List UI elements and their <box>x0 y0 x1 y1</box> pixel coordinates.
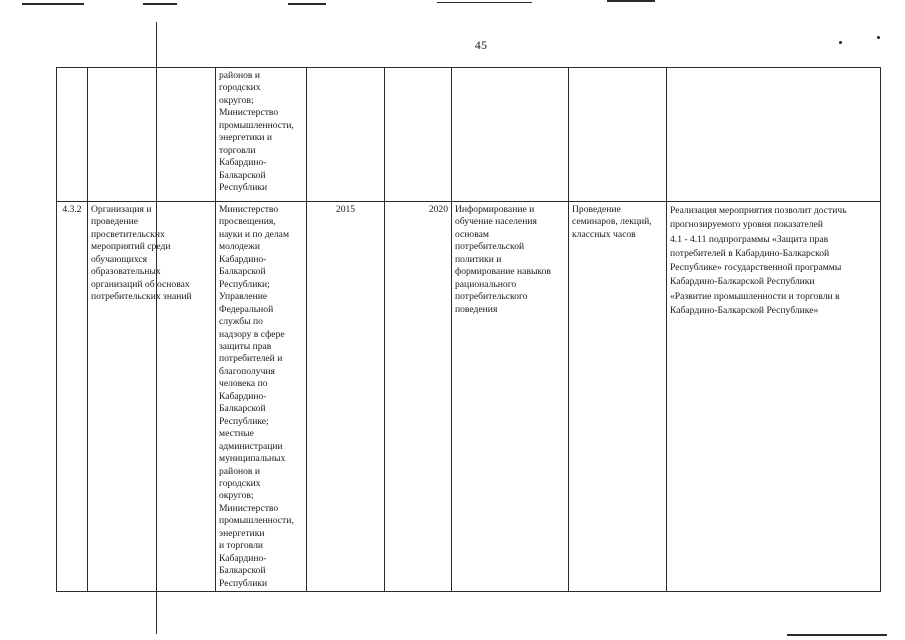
responsible-line: Министерство <box>219 204 279 215</box>
cell-main-directions <box>569 202 667 592</box>
responsible-line: Кабардино- <box>219 253 267 265</box>
responsible-line: молодежи <box>219 241 260 253</box>
responsible-line: округов; <box>219 94 254 106</box>
responsible-line: Балкарской <box>219 169 266 181</box>
scan-artifact-top-2 <box>143 3 177 5</box>
cell-indicators <box>667 202 881 592</box>
responsible-line: Республики; <box>219 278 270 290</box>
indicators-line: Республике» государственной программы <box>670 262 842 274</box>
cell-start-year: 2015 <box>307 202 385 592</box>
scan-artifact-dot-2 <box>877 36 880 39</box>
scan-artifact-top-3 <box>288 3 326 5</box>
cell-indicators <box>667 68 881 202</box>
responsible-line: Кабардино- <box>219 552 267 564</box>
table-row-continued <box>57 68 881 202</box>
responsible-line: защиты прав <box>219 340 272 352</box>
responsible-line: районов и <box>219 70 260 81</box>
activity-name-line: потребительских знаний <box>91 291 192 303</box>
expected-result-line: обучение населения <box>455 216 537 228</box>
responsible-line: и торговли <box>219 540 264 552</box>
responsible-line: местные <box>219 428 254 440</box>
cell-activity-name <box>88 68 216 202</box>
program-activities-table <box>56 67 881 592</box>
cell-expected-result <box>452 68 569 202</box>
cell-number <box>57 68 88 202</box>
expected-result-line: формирование навыков <box>455 266 551 278</box>
cell-expected-result <box>452 202 569 592</box>
responsible-line: городских <box>219 477 261 489</box>
indicators-line: Кабардино-Балкарской Республики <box>670 276 815 288</box>
responsible-line: Балкарской <box>219 266 266 278</box>
scan-artifact-bottom <box>787 634 887 636</box>
responsible-line: муниципальных <box>219 453 286 465</box>
activity-name-line: мероприятий среди <box>91 241 171 253</box>
responsible-line: Министерство <box>219 502 279 514</box>
scan-artifact-top-1 <box>22 3 84 5</box>
responsible-line: Республике; <box>219 415 269 427</box>
activity-name-line: организаций об основах <box>91 278 190 290</box>
expected-result-line: рационального <box>455 278 517 290</box>
scan-artifact-top-5 <box>607 0 655 2</box>
main-directions-line: классных часов <box>572 228 636 240</box>
responsible-line: благополучия <box>219 365 275 377</box>
responsible-line: Республики <box>219 577 268 589</box>
responsible-line: энергетики и <box>219 132 273 144</box>
responsible-line: Республики <box>219 182 268 194</box>
indicators-line: Кабардино-Балкарской Республике» <box>670 305 819 317</box>
expected-result-line: поведения <box>455 303 498 315</box>
cell-responsible <box>216 202 307 592</box>
responsible-line: районов и <box>219 465 260 477</box>
responsible-line: Балкарской <box>219 565 266 577</box>
responsible-line: администрации <box>219 440 283 452</box>
responsible-line: Министерство <box>219 107 279 119</box>
responsible-line: науки и по делам <box>219 228 290 240</box>
responsible-line: округов; <box>219 490 254 502</box>
activity-name-line: обучающихся <box>91 253 148 265</box>
activity-name-line: проведение <box>91 216 138 228</box>
responsible-line: надзору в сфере <box>219 328 285 340</box>
cell-start-year <box>307 68 385 202</box>
cell-responsible <box>216 68 307 202</box>
activity-name-line: просветительских <box>91 228 165 240</box>
responsible-line: торговли <box>219 144 256 156</box>
main-directions-line: семинаров, лекций, <box>572 216 652 228</box>
responsible-line: Управление <box>219 291 268 303</box>
responsible-line: Кабардино- <box>219 390 267 402</box>
page-number: 45 <box>474 38 488 52</box>
expected-result-line: политики и <box>455 253 502 265</box>
responsible-line: Кабардино- <box>219 157 267 169</box>
cell-number: 4.3.2 <box>57 202 88 592</box>
expected-result-line: потребительского <box>455 291 528 303</box>
responsible-line: человека по <box>219 378 268 390</box>
expected-result-line: Информирование и <box>455 204 535 215</box>
indicators-line: Реализация мероприятия позволит достичь <box>670 205 847 216</box>
cell-end-year <box>385 68 452 202</box>
table-row-4-3-2 <box>57 202 881 592</box>
scan-artifact-top-4 <box>437 2 532 3</box>
expected-result-line: основам <box>455 228 489 240</box>
cell-activity-name <box>88 202 216 592</box>
cell-main-directions <box>569 68 667 202</box>
activity-name-line: образовательных <box>91 266 161 278</box>
responsible-line: потребителей и <box>219 353 283 365</box>
responsible-line: Федеральной <box>219 303 274 315</box>
indicators-line: потребителей в Кабардино-Балкарской <box>670 247 830 259</box>
expected-result-line: потребительской <box>455 241 525 253</box>
indicators-line: «Развитие промышленности и торговли в <box>670 290 840 302</box>
responsible-line: службы по <box>219 316 263 328</box>
indicators-line: 4.1 - 4.11 подпрограммы «Защита прав <box>670 233 829 245</box>
activity-name-line: Организация и <box>91 204 152 215</box>
cell-end-year: 2020 <box>385 202 452 592</box>
responsible-line: энергетики <box>219 527 265 539</box>
scan-artifact-dot-1 <box>839 41 842 44</box>
responsible-line: просвещения, <box>219 216 276 228</box>
responsible-line: городских <box>219 82 261 94</box>
responsible-line: промышленности, <box>219 515 294 527</box>
main-directions-line: Проведение <box>572 204 621 215</box>
responsible-line: Балкарской <box>219 403 266 415</box>
indicators-line: прогнозируемого уровня показателей <box>670 219 823 231</box>
responsible-line: промышленности, <box>219 119 294 131</box>
